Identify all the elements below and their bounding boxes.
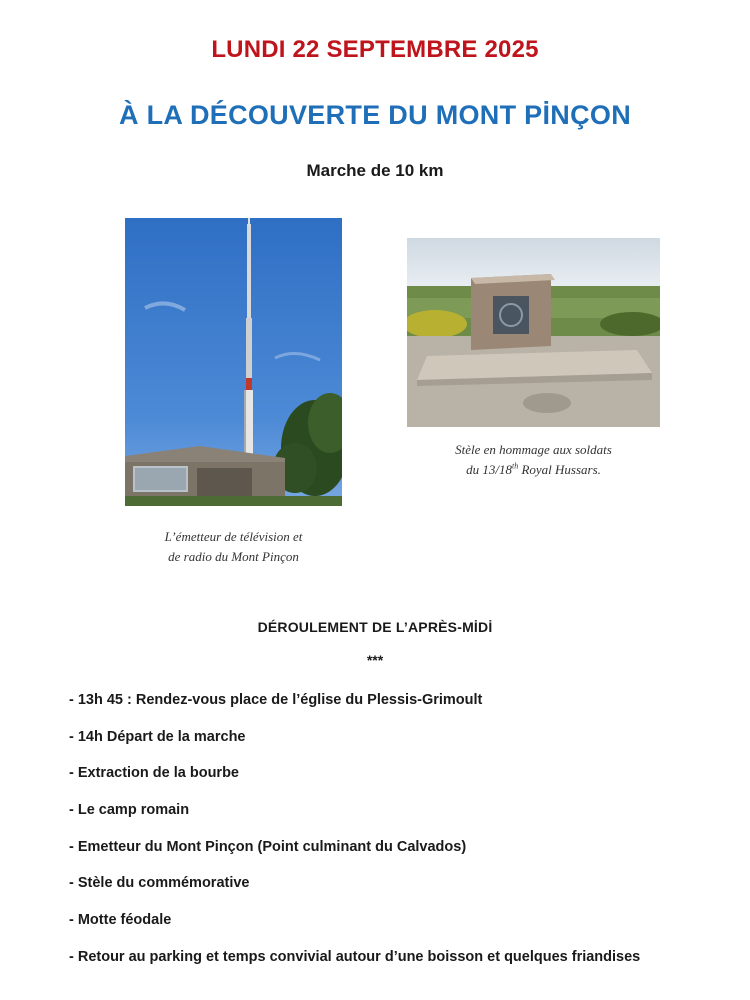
program-item: - 13h 45 : Rendez-vous place de l’église du Plessis-Grimoult	[69, 692, 483, 708]
program-item: - Emetteur du Mont Pinçon (Point culminant du Calvados)	[69, 838, 467, 855]
program-separator: ***	[366, 652, 384, 668]
event-title: À LA DÉCOUVERTE DU MONT PİNÇON	[118, 100, 631, 130]
event-subtitle: Marche de 10 km	[306, 161, 444, 180]
program-item: - Stèle du commémorative	[69, 875, 250, 892]
stele-photo	[407, 238, 660, 427]
program-item: - Motte féodale	[69, 912, 172, 929]
stele-caption-line1: Stèle en hommage aux soldats	[455, 442, 612, 457]
event-date: LUNDI 22 SEPTEMBRE 2025	[211, 36, 539, 63]
program-item: - 14h Départ de la marche	[69, 728, 246, 745]
program-list	[69, 690, 729, 984]
program-item: - Le camp romain	[69, 802, 190, 819]
program-item: - Extraction de la bourbe	[69, 765, 239, 782]
transmitter-caption	[110, 527, 357, 567]
transmitter-caption-line2: de radio du Mont Pinçon	[168, 549, 299, 564]
transmitter-photo	[125, 218, 342, 506]
program-item: - Retour au parking et temps convivial autour d’une boisson et quelques friandises	[69, 948, 641, 965]
transmitter-caption-line1: L’émetteur de télévision et	[164, 529, 303, 544]
stele-caption-line2-suffix: Royal Hussars.	[518, 462, 601, 477]
stele-caption-line2-prefix: du 13/18	[466, 462, 512, 477]
stele-photo-illustration	[407, 238, 660, 427]
stele-caption-superscript: th	[511, 461, 519, 471]
stele-caption-line2	[395, 460, 672, 480]
stele-caption	[395, 440, 672, 480]
transmitter-photo-illustration	[125, 218, 342, 506]
program-heading: DÉROULEMENT DE L’APRÈS-MİDİ	[257, 619, 493, 635]
